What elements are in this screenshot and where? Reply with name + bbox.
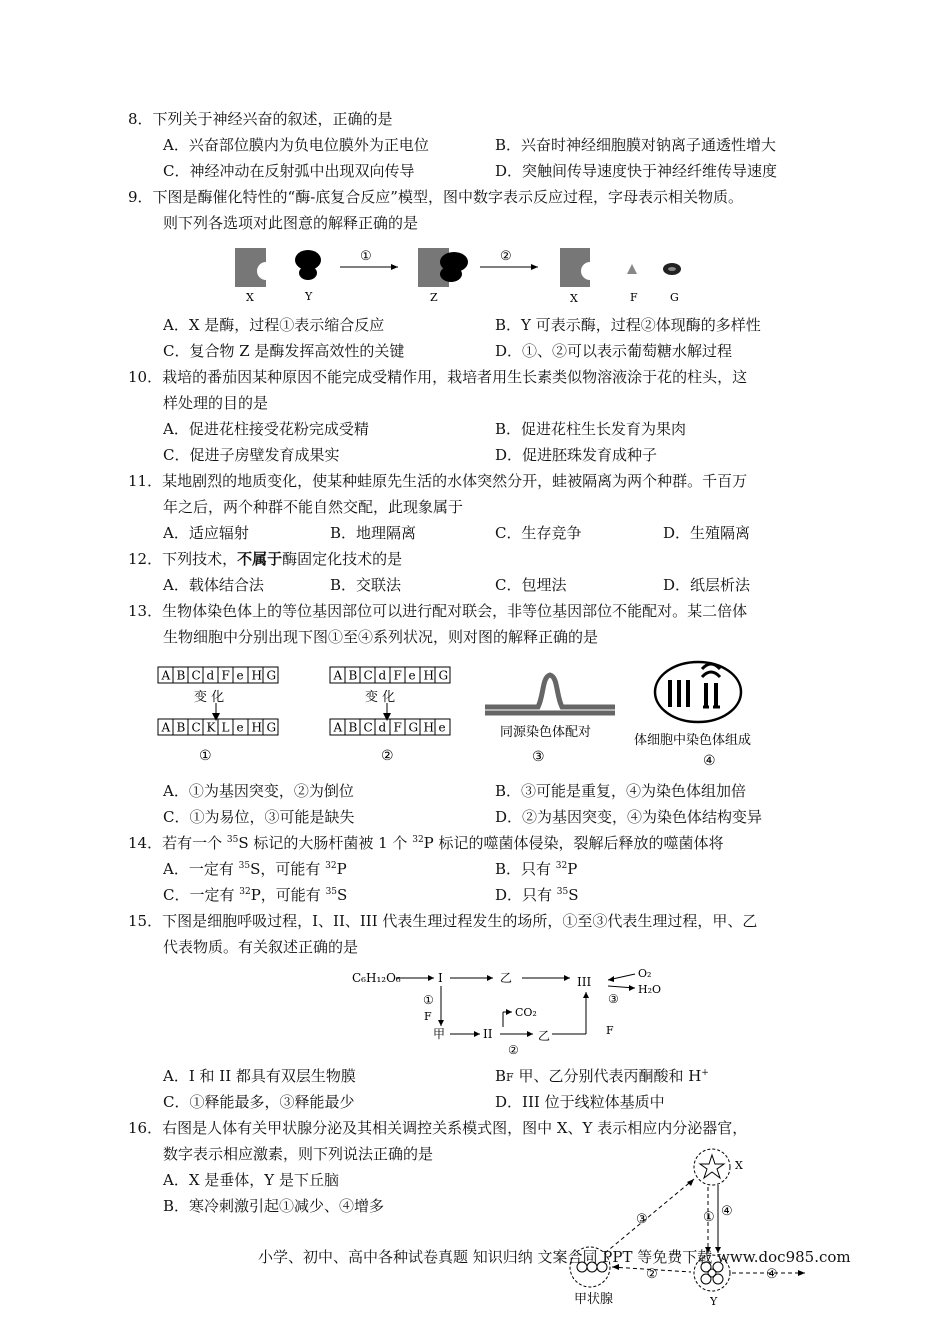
gene-label: C (191, 668, 201, 683)
svg-text:①: ① (360, 249, 372, 264)
q16-stem-1: 16．右图是人体有关甲状腺分泌及其相关调控关系模式图，图中 X、Y 表示相应内分泌器官， (128, 1119, 748, 1137)
q16-option-a: A．X 是垂体，Y 是下丘脑 (163, 1171, 339, 1189)
gene-label: G (266, 720, 277, 735)
q13-option-c: C．①为易位，③可能是缺失 (163, 808, 355, 826)
svg-text:①: ① (703, 1210, 715, 1225)
q9-option-b: B．Y 可表示酶，过程②体现酶的多样性 (495, 316, 761, 334)
gene-label: L (221, 720, 230, 735)
svg-text:F: F (424, 1010, 432, 1023)
q14-option-c: C．一定有 $^{32}$P，可能有 $^{35}$S (163, 886, 348, 904)
svg-text:Z: Z (430, 291, 438, 304)
svg-text:X: X (735, 1159, 743, 1172)
gene-label: H (251, 720, 262, 735)
q8-option-d: D．突触间传导速度快于神经纤维传导速度 (495, 162, 778, 180)
substrate-y-shape (299, 266, 317, 280)
q16-option-b: B．寒冷刺激引起①减少、④增多 (163, 1197, 385, 1215)
q11-stem-1: 11．某地剧烈的地质变化，使某种蛙原先生活的水体突然分开，蛙被隔离为两个种群。千百万 (128, 472, 748, 490)
svg-text:变 化: 变 化 (194, 690, 225, 705)
gene-label: G (266, 668, 277, 683)
gene-label: B (176, 720, 186, 735)
q15-option-d: D．III 位于线粒体基质中 (495, 1093, 665, 1111)
svg-text:Y: Y (305, 290, 313, 303)
q14-option-a: A．一定有 $^{35}$S，可能有 $^{32}$P (163, 860, 347, 878)
thyroid-regulation-diagram (560, 1145, 820, 1310)
gene-label: C (363, 668, 373, 683)
gene-label: A (333, 668, 343, 683)
svg-text:③: ③ (532, 749, 545, 765)
gene-label: d (378, 668, 387, 683)
q12-option-d: D．纸层析法 (663, 576, 751, 594)
q11-option-a: A．适应辐射 (163, 524, 249, 542)
svg-text:Y: Y (710, 1295, 718, 1308)
gene-label: F (393, 720, 402, 735)
gene-label: B (176, 668, 186, 683)
q13-option-a: A．①为基因突变，②为倒位 (163, 782, 354, 800)
svg-text:②: ② (500, 249, 512, 264)
svg-text:③: ③ (636, 1212, 648, 1227)
svg-text:H₂O: H₂O (638, 983, 662, 996)
q15-option-c: C．①释能最多，③释能最少 (163, 1093, 355, 1111)
q14-stem: 14．若有一个 $^{35}$S 标记的大肠杆菌被 1 个 $^{32}$P 标记的噬菌体侵染，裂解后释放的噬菌体将 (128, 834, 724, 852)
q13-option-b: B．③可能是重复，④为染色体组加倍 (495, 782, 747, 800)
q14-option-d: D．只有 $^{35}$S (495, 886, 579, 904)
footer-watermark: 小学、初中、高中各种试卷真题 知识归纳 文案合同 PPT 等免费下载 www.doc985.com (258, 1248, 851, 1266)
gene-label: d (378, 720, 387, 735)
enzyme-substrate-diagram (230, 240, 690, 306)
svg-text:乙: 乙 (500, 971, 513, 985)
q16-stem-2: 数字表示相应激素，则下列说法正确的是 (163, 1145, 434, 1163)
svg-text:F: F (630, 291, 638, 304)
enzyme-x-after-shape (560, 248, 590, 287)
svg-text:C₆H₁₂O₆: C₆H₁₂O₆ (352, 971, 401, 985)
q14-option-b: B．只有 $^{32}$P (495, 860, 578, 878)
gene-label: H (251, 668, 262, 683)
q9-option-d: D．①、②可以表示葡萄糖水解过程 (495, 342, 733, 360)
svg-text:甲: 甲 (433, 1027, 446, 1041)
svg-text:④: ④ (703, 753, 716, 769)
complex-z-shape (440, 266, 462, 282)
svg-text:乙: 乙 (538, 1029, 551, 1043)
q9-option-a: A．X 是酶，过程①表示缩合反应 (163, 316, 385, 334)
q13-stem-2: 生物细胞中分别出现下图①至④系列状况，则对图的解释正确的是 (163, 628, 599, 646)
q9-option-c: C．复合物 Z 是酶发挥高效性的关键 (163, 342, 405, 360)
q8-option-c: C．神经冲动在反射弧中出现双向传导 (163, 162, 415, 180)
svg-text:G: G (670, 291, 679, 304)
q12-option-c: C．包埋法 (495, 576, 567, 594)
svg-text:②: ② (381, 748, 394, 764)
svg-text:I: I (438, 971, 443, 985)
q10-option-b: B．促进花柱生长发育为果肉 (495, 420, 687, 438)
q15-option-a: A．I 和 II 都具有双层生物膜 (163, 1067, 356, 1085)
gene-label: K (206, 720, 216, 735)
gene-label: e (236, 720, 244, 735)
svg-text:F: F (606, 1024, 614, 1037)
enzyme-x-shape (235, 248, 266, 287)
gene-label: G (438, 668, 449, 683)
svg-text:甲状腺: 甲状腺 (574, 1292, 614, 1307)
svg-text:①: ① (423, 993, 434, 1007)
gene-label: e (438, 720, 446, 735)
q8-stem: 8．下列关于神经兴奋的叙述，正确的是 (128, 110, 393, 128)
svg-text:②: ② (508, 1043, 519, 1057)
q15-stem-1: 15．下图是细胞呼吸过程，I、II、III 代表生理过程发生的场所，①至③代表生理过程，甲、乙 (128, 912, 758, 930)
gene-label: e (236, 668, 244, 683)
chromosome-variation-diagram (150, 655, 790, 770)
q12-option-a: A．载体结合法 (163, 576, 264, 594)
gene-label: C (191, 720, 201, 735)
q15-option-b: BF 甲、乙分别代表丙酮酸和 H+ (495, 1067, 709, 1085)
gene-label: F (221, 668, 230, 683)
q10-stem-2: 样处理的目的是 (163, 394, 269, 412)
svg-text:CO₂: CO₂ (515, 1006, 537, 1019)
gene-label: H (423, 668, 434, 683)
q10-option-a: A．促进花柱接受花粉完成受精 (163, 420, 369, 438)
gene-label: B (348, 720, 358, 735)
svg-text:II: II (483, 1027, 493, 1041)
q10-stem-1: 10．栽培的番茄因某种原因不能完成受精作用，栽培者用生长素类似物溶液涂于花的柱头，这 (128, 368, 748, 386)
q13-stem-1: 13．生物体染色体上的等位基因部位可以进行配对联会，非等位基因部位不能配对。某二倍体 (128, 602, 748, 620)
q8-option-a: A．兴奋部位膜内为负电位膜外为正电位 (163, 136, 429, 154)
svg-text:变 化: 变 化 (365, 690, 396, 705)
svg-text:X: X (246, 291, 254, 304)
svg-text:①: ① (199, 748, 212, 764)
svg-text:②: ② (646, 1267, 658, 1282)
q11-option-d: D．生殖隔离 (663, 524, 751, 542)
gene-label: C (363, 720, 373, 735)
gene-label: d (206, 668, 215, 683)
q8-option-b: B．兴奋时神经细胞膜对钠离子通透性增大 (495, 136, 777, 154)
q13-option-d: D．②为基因突变，④为染色体结构变异 (495, 808, 763, 826)
svg-text:同源染色体配对: 同源染色体配对 (500, 725, 592, 740)
q10-option-c: C．促进子房壁发育成果实 (163, 446, 340, 464)
gene-label: e (408, 668, 416, 683)
q15-stem-2: 代表物质。有关叙述正确的是 (163, 938, 359, 956)
svg-text:III: III (577, 975, 592, 989)
gene-label: A (161, 668, 171, 683)
gene-label: A (161, 720, 171, 735)
gene-label: B (348, 668, 358, 683)
q9-stem-2: 则下列各选项对此图意的解释正确的是 (163, 214, 419, 232)
svg-text:O₂: O₂ (638, 967, 652, 980)
q12-emphasis: 不属于 (237, 550, 283, 568)
gene-label: F (393, 668, 402, 683)
q11-option-c: C．生存竞争 (495, 524, 582, 542)
gene-label: A (333, 720, 343, 735)
cell-respiration-diagram (350, 962, 680, 1060)
gene-label: G (408, 720, 419, 735)
q11-stem-2: 年之后，两个种群不能自然交配，此现象属于 (163, 498, 464, 516)
svg-text:④: ④ (766, 1267, 778, 1282)
q12-stem: 12．下列技术，不属于酶固定化技术的是 (128, 550, 403, 568)
svg-text:③: ③ (608, 992, 619, 1006)
gene-label: H (423, 720, 434, 735)
q9-stem-1: 9．下图是酶催化特性的“酶-底复合反应”模型，图中数字表示反应过程，字母表示相关物质。 (128, 188, 743, 206)
q12-option-b: B．交联法 (330, 576, 402, 594)
svg-text:体细胞中染色体组成: 体细胞中染色体组成 (634, 733, 752, 748)
q10-option-d: D．促进胚珠发育成种子 (495, 446, 658, 464)
svg-text:④: ④ (721, 1204, 733, 1219)
svg-text:X: X (570, 292, 578, 305)
q11-option-b: B．地理隔离 (330, 524, 417, 542)
